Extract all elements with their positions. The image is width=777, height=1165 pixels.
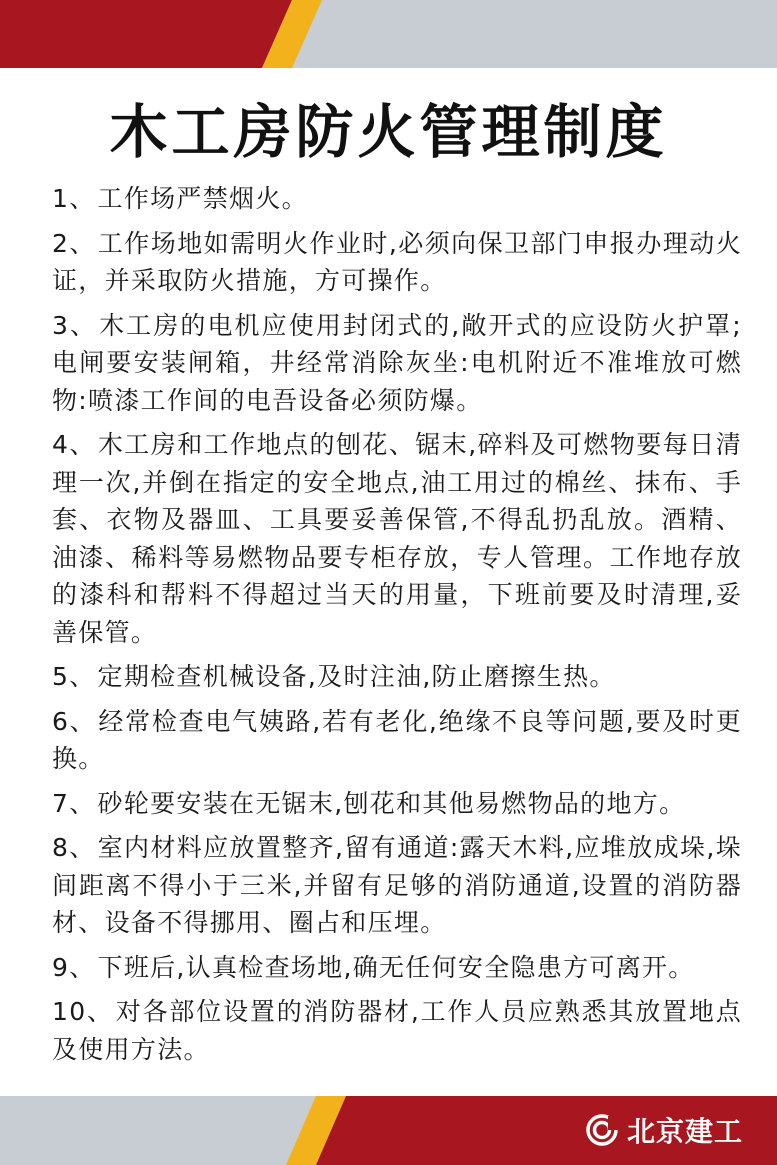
rule-text: 室内材料应放置整齐,留有通道:露天木料,应堆放成垛,垛间距离不得小于三米,并留有足够的消防通道,设置的消防器材、设备不得挪用、圈占和压埋。 — [52, 833, 742, 937]
rule-text: 砂轮要安装在无锯末,刨花和其他易燃物品的地方。 — [97, 788, 686, 818]
rule-item — [52, 993, 742, 1068]
rule-item — [52, 949, 742, 987]
rule-text: 木工房和工作地点的刨花、锯末,碎料及可燃物要每日清理一次,并倒在指定的安全地点,油工用过的棉丝、抹布、手套、衣物及器皿、工具要妥善保管,不得乱扔乱放。酒精、油漆、稀料等易燃物品要专柜存放，专人管理。工作地存放的漆科和帮料不得超过当天的用量，下班前要及时清理,妥善保管。 — [52, 430, 742, 647]
rule-number: 8、 — [52, 833, 96, 862]
rule-item — [52, 426, 742, 651]
rule-item — [52, 180, 742, 218]
rule-number: 10、 — [52, 997, 114, 1026]
rule-number: 3、 — [52, 310, 98, 340]
rule-text: 对各部位设置的消防器材,工作人员应熟悉其放置地点及使用方法。 — [52, 997, 742, 1064]
rule-item — [52, 225, 742, 300]
brand-name: 北京建工 — [626, 1115, 743, 1148]
rule-item — [52, 307, 742, 420]
top-decor-band — [0, 0, 777, 68]
rules-list — [52, 180, 742, 1075]
rule-text: 经常检查电气姨路,若有老化,绝缘不良等问题,要及时更换。 — [52, 706, 742, 773]
rule-number: 1、 — [52, 184, 96, 213]
top-stripes-graphic — [0, 0, 777, 68]
rule-number: 4、 — [52, 430, 96, 459]
rule-text: 定期检查机械设备,及时注油,防止磨擦生热。 — [97, 662, 616, 691]
rule-text: 下班后,认真检查场地,确无任何安全隐患方可离开。 — [97, 952, 695, 982]
rule-text: 工作场地如需明火作业时,必须向保卫部门申报办理动火证，并采取防火措施，方可操作。 — [52, 228, 742, 295]
rule-item — [52, 829, 742, 942]
rule-item — [52, 703, 742, 778]
rule-number: 2、 — [52, 228, 96, 258]
rule-item — [52, 658, 742, 696]
brand-logo-icon — [585, 1113, 619, 1147]
rule-number: 5、 — [52, 662, 96, 691]
rule-number: 7、 — [52, 788, 96, 818]
page-title: 木工房防火管理制度 — [109, 98, 668, 166]
rule-number: 9、 — [52, 952, 96, 982]
brand-logo — [585, 1110, 743, 1150]
rule-item — [52, 785, 742, 823]
rule-text: 木工房的电机应使用封闭式的,敞开式的应设防火护罩;电闸要安装闸箱，井经常消除灰坐:电机附近不准堆放可燃物:喷漆工作间的电吾设备必须防爆。 — [52, 310, 742, 415]
rule-number: 6、 — [52, 706, 97, 736]
rule-text: 工作场严禁烟火。 — [97, 184, 308, 213]
